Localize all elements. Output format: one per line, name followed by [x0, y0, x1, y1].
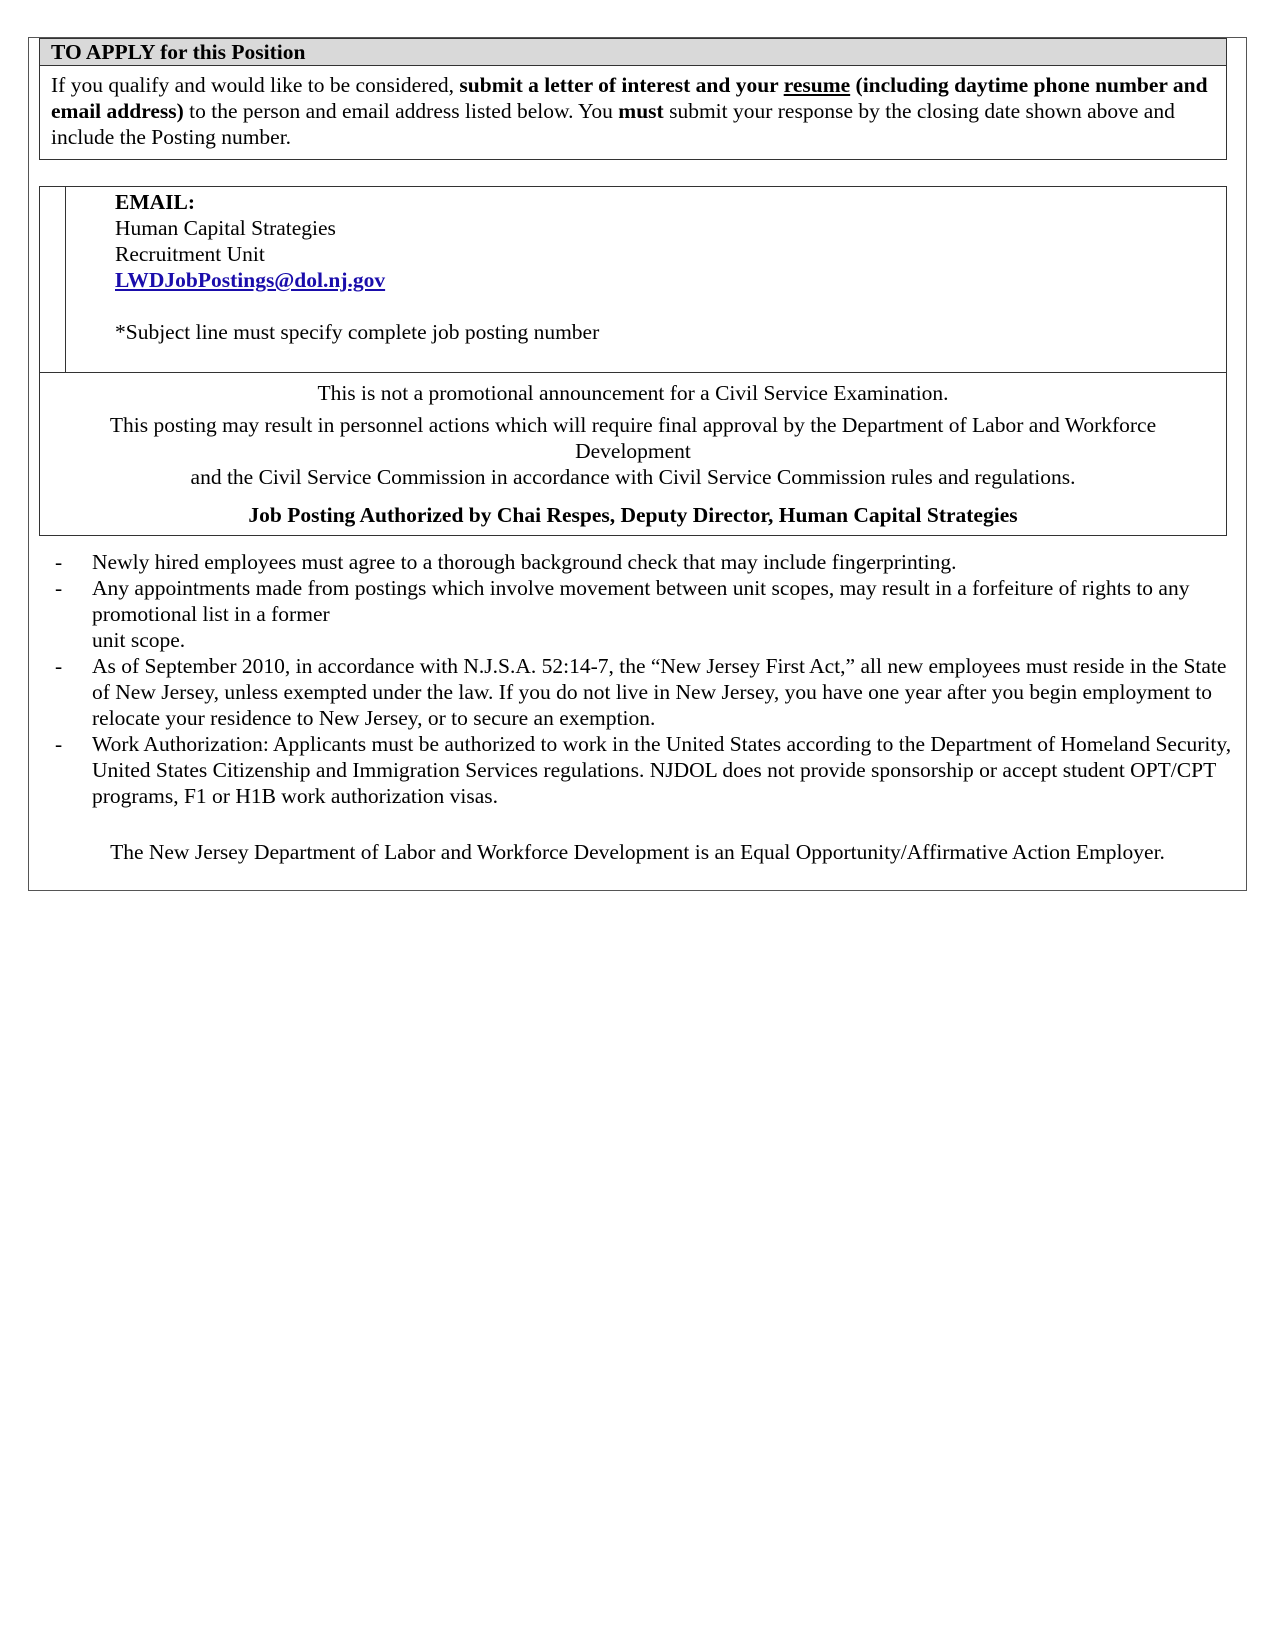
apply-text-1: If you qualify and would like to be considered,	[51, 73, 460, 97]
apply-resume: resume	[783, 73, 851, 97]
apply-bold-must: must	[618, 99, 664, 123]
list-item-text: As of September 2010, in accordance with N.J.S.A. 52:14-7, the “New Jersey First Act,” all new employees must reside in the State of New Jersey, unless exempted under the law. If you do not live in New Jersey, you have one year after you begin employment to relocate your residence to New Jersey, or to secure an exemption.	[92, 654, 1227, 730]
apply-bold-2: (including daytime phone number and email address)	[51, 73, 1208, 123]
contact-section	[39, 186, 1227, 373]
email-link[interactable]: LWDJobPostings@dol.nj.gov	[115, 268, 386, 292]
eeo-statement: The New Jersey Department of Labor and Workforce Development is an Equal Opportunity/Affirmative Action Employer.	[110, 840, 1165, 864]
list-item	[50, 575, 1240, 653]
authorization-line: Job Posting Authorized by Chai Respes, Deputy Director, Human Capital Strategies	[248, 503, 1018, 527]
apply-text-2: to the person and email address listed below. You	[183, 99, 619, 123]
email-label: EMAIL:	[115, 190, 196, 214]
notice-line-1: This is not a promotional announcement for a Civil Service Examination.	[317, 381, 949, 405]
contact-divider	[65, 187, 66, 373]
apply-bold-1: submit a letter of interest and your	[459, 73, 784, 97]
bullet-dash: -	[55, 732, 63, 756]
notice-section	[39, 372, 1227, 536]
requirements-list	[50, 549, 1240, 809]
list-item-text: Newly hired employees must agree to a thorough background check that may include fingerprinting.	[92, 550, 957, 574]
bullet-dash: -	[55, 654, 63, 678]
notice-line-2b: and the Civil Service Commission in accordance with Civil Service Commission rules and regulations.	[190, 465, 1076, 489]
contact-details	[115, 189, 599, 345]
list-item	[50, 549, 1240, 575]
bullet-dash: -	[55, 550, 63, 574]
contact-unit: Recruitment Unit	[115, 242, 265, 266]
apply-instructions	[40, 66, 1226, 150]
subject-line-note: *Subject line must specify complete job posting number	[115, 320, 600, 344]
bullet-dash: -	[55, 576, 63, 600]
notice-line-2	[40, 412, 1226, 490]
list-item-text: Any appointments made from postings which involve movement between unit scopes, may result in a forfeiture of rights to any promotional list in a former	[92, 576, 1190, 626]
list-item-text-continued: unit scope.	[92, 628, 186, 652]
list-item-text: Work Authorization: Applicants must be authorized to work in the United States according to the Department of Homeland Security, United States Citizenship and Immigration Services regulations. NJDOL does not provide sponsorship or accept student OPT/CPT programs, F1 or H1B work authorization visas.	[92, 732, 1232, 808]
list-item	[50, 731, 1240, 809]
contact-department: Human Capital Strategies	[115, 216, 336, 240]
apply-section	[39, 38, 1227, 160]
apply-text-3: submit your response by the closing date shown above and include the Posting number.	[51, 99, 1175, 149]
apply-header: TO APPLY for this Position	[40, 39, 1226, 66]
notice-line-2a: This posting may result in personnel actions which will require final approval by the Department of Labor and Workforce Development	[109, 413, 1157, 463]
list-item	[50, 653, 1240, 731]
